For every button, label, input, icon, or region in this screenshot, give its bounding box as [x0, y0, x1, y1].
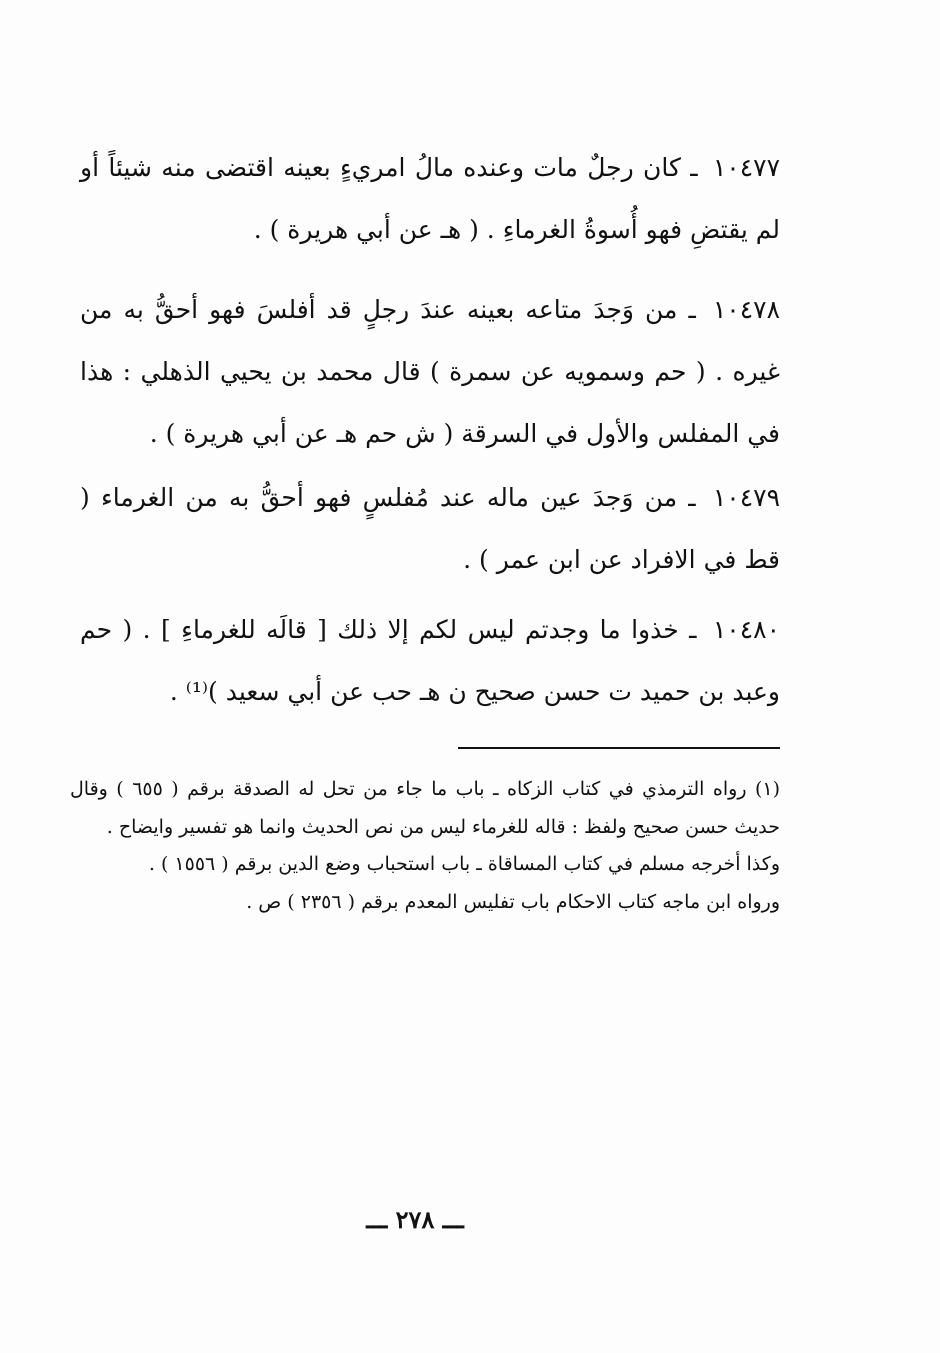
footnote-divider: [458, 747, 780, 749]
hadith-10477: [80, 137, 780, 261]
hadith-text: ـ من وَجدَ عين ماله عند مُفلسٍ فهو أحقُّ به من الغرماء ( قط في الافراد عن ابن عمر ) .: [80, 483, 780, 574]
hadith-number: ١٠٤٧٨: [712, 295, 780, 324]
hadith-number: ١٠٤٧٧: [712, 153, 781, 182]
hadith-text: ـ كان رجلٌ مات وعنده مالُ امريءٍ بعينه اقتضى منه شيئاً أو لم يقتضِ فهو أُسوةُ الغرماءِ . ( هـ عن أبي هريرة ) .: [80, 153, 780, 244]
hadith-10480: [80, 599, 780, 723]
hadith-10478: [80, 279, 780, 465]
footnote-3: ورواه ابن ماجه كتاب الاحكام باب تفليس المعدم برقم ( ٢٣٥٦ ) ص .: [246, 890, 780, 913]
footnotes: [70, 771, 780, 921]
footnote-2: وكذا أخرجه مسلم في كتاب المساقاة ـ باب استحباب وضع الدين برقم ( ١٥٥٦ ) .: [148, 853, 780, 875]
hadith-number: ١٠٤٨٠: [712, 615, 780, 644]
hadith-number: ١٠٤٧٩: [712, 483, 780, 512]
hadith-text: ـ من وَجدَ متاعه بعينه عندَ رجلٍ قد أفلسَ فهو أحقُّ به من غيره . ( حم وسمويه عن سمرة ) قال محمد بن يحيي الذهلي : هذا في المفلس والأول في السرقة ( ش حم هـ عن أبي هريرة ) .: [80, 295, 780, 448]
page-number: ـــ ٢٧٨ ـــ: [366, 1205, 464, 1234]
hadith-text: ـ خذوا ما وجدتم ليس لكم إلا ذلك [ قالَه للغرماءِ ] . ( حم وعبد بن حميد ت حسن صحيح ن هـ حب عن أبي سعيد )⁽¹⁾ .: [80, 615, 780, 706]
footnote-1: (١) رواه الترمذي في كتاب الزكاه ـ باب ما جاء من تحل له الصدقة برقم ( ٦٥٥ ) وقال حديث حسن صحيح ولفظ : قاله للغرماء ليس من نص الحديث وانما هو تفسير وايضاح .: [70, 778, 781, 838]
hadith-10479: [80, 467, 780, 591]
